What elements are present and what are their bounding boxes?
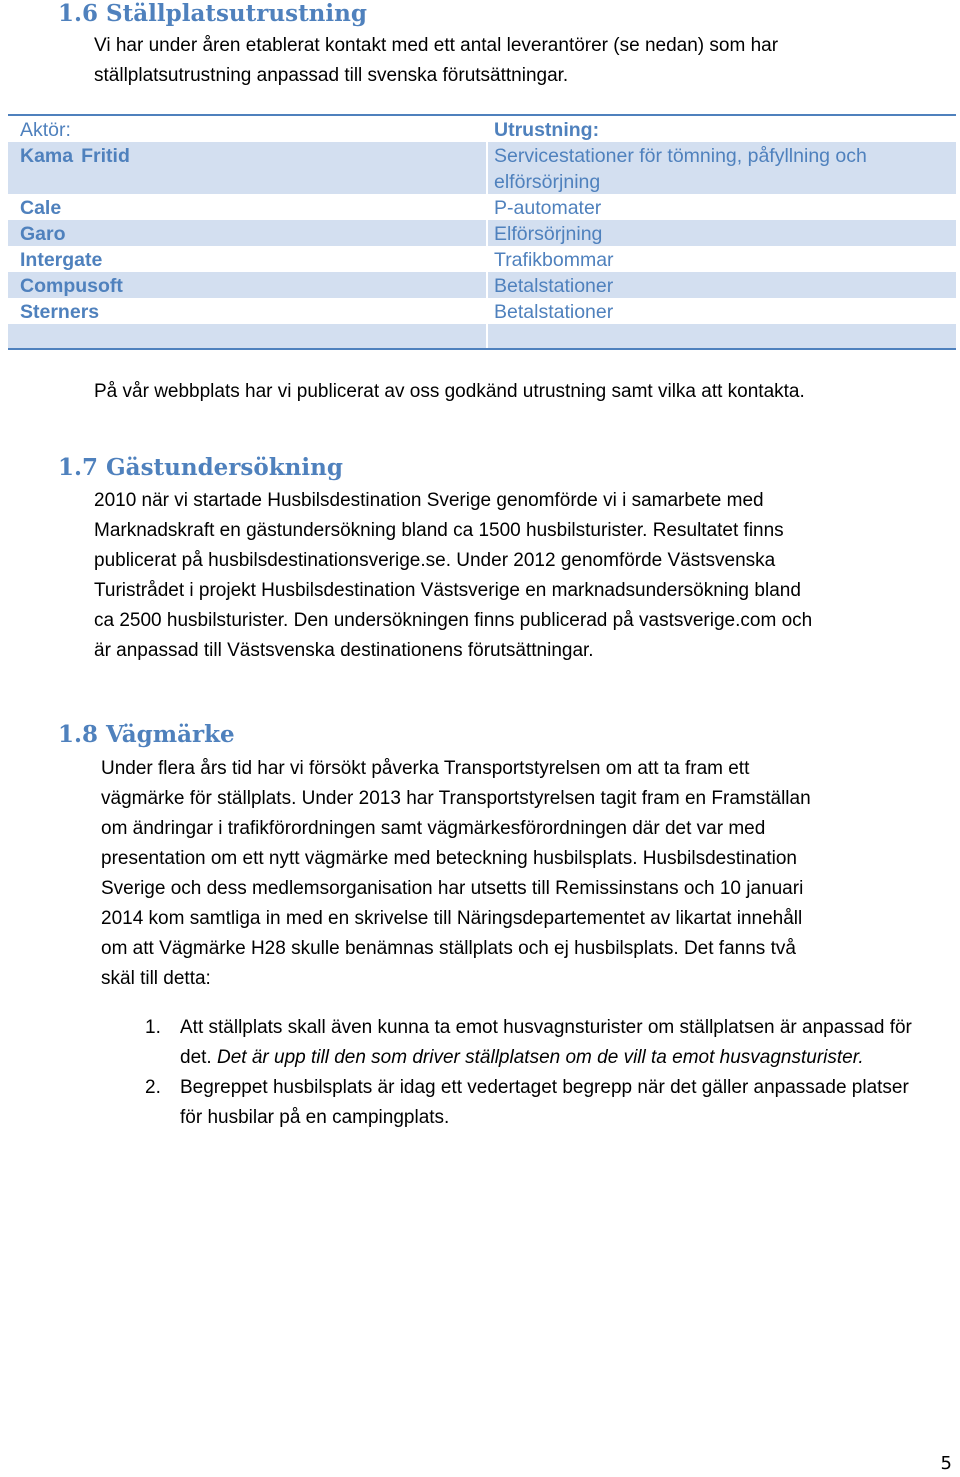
table-cell-equipment: Betalstationer bbox=[494, 301, 614, 323]
table-cell-actor: Cale bbox=[20, 197, 62, 219]
page-number: 5 bbox=[940, 1453, 952, 1474]
section-heading-1-7: 1.7 Gästundersökning bbox=[58, 454, 343, 481]
paragraph-line: 2014 kom samtliga in med en skrivelse till Näringsdepartementet av likartat innehåll bbox=[101, 908, 803, 929]
road-sign-paragraph bbox=[101, 754, 951, 994]
table-empty-row bbox=[8, 324, 956, 348]
table-cell-actor: Compusoft bbox=[20, 275, 123, 297]
table-bottom-rule bbox=[8, 348, 956, 350]
section-heading-1-8: 1.8 Vägmärke bbox=[58, 721, 235, 748]
supplier-table bbox=[8, 114, 956, 350]
list-text: Att ställplats skall även kunna ta emot husvagnsturister om ställplatsen är anpassad för det. bbox=[180, 1017, 912, 1068]
table-cell-actor: Garo bbox=[20, 223, 66, 245]
list-number: 1. bbox=[145, 1017, 161, 1038]
table-row bbox=[8, 272, 956, 298]
section-heading-1-6: 1.6 Ställplatsutrustning bbox=[58, 0, 367, 27]
table-row bbox=[8, 194, 956, 220]
paragraph-line: om ändringar i trafikförordningen samt vägmärkesförordningen där det var med bbox=[101, 818, 766, 839]
list-item bbox=[100, 1013, 930, 1073]
paragraph-line: skäl till detta: bbox=[101, 968, 211, 989]
table-row bbox=[8, 142, 956, 194]
table-cell-equipment: Elförsörjning bbox=[494, 223, 603, 245]
paragraph-line: om att Vägmärke H28 skulle benämnas ställplats och ej husbilsplats. Det fanns två bbox=[101, 938, 796, 959]
table-header-row bbox=[8, 116, 956, 142]
reasons-list bbox=[100, 1013, 930, 1133]
intro-paragraph bbox=[94, 31, 954, 91]
after-table-text: På vår webbplats har vi publicerat av oss godkänd utrustning samt vilka att kontakta. bbox=[94, 381, 805, 402]
table-cell-actor: Intergate bbox=[20, 249, 103, 271]
header-equipment: Utrustning: bbox=[494, 119, 600, 141]
paragraph-line: vägmärke för ställplats. Under 2013 har Transportstyrelsen tagit fram en Framställan bbox=[101, 788, 811, 809]
table-cell-actor: Kama Fritid bbox=[20, 145, 130, 167]
table-cell-equipment: P-automater bbox=[494, 197, 602, 219]
table-cell-actor: Sterners bbox=[20, 301, 100, 323]
paragraph-line: Turistrådet i projekt Husbilsdestination Västsverige en marknadsundersökning bland bbox=[94, 580, 801, 601]
intro-line: Vi har under åren etablerat kontakt med ett antal leverantörer (se nedan) som har bbox=[94, 35, 779, 56]
table-cell-equipment: Servicestationer för tömning, påfyllning och elförsörjning bbox=[494, 145, 867, 193]
paragraph-line: publicerat på husbilsdestinationsverige.se. Under 2012 genomförde Västsvenska bbox=[94, 550, 776, 571]
paragraph-line: ca 2500 husbilsturister. Den undersökningen finns publicerad på vastsverige.com och bbox=[94, 610, 813, 631]
table-cell-equipment: Trafikbommar bbox=[494, 249, 614, 271]
table-row bbox=[8, 246, 956, 272]
list-number: 2. bbox=[145, 1077, 161, 1098]
list-italic-text: Det är upp till den som driver ställplatsen om de vill ta emot husvagnsturister. bbox=[216, 1047, 864, 1068]
list-text: Begreppet husbilsplats är idag ett vedertaget begrepp när det gäller anpassade platser för husbilar på en campingplats. bbox=[180, 1077, 909, 1128]
table-row bbox=[8, 220, 956, 246]
intro-line: ställplatsutrustning anpassad till svenska förutsättningar. bbox=[94, 65, 569, 86]
paragraph-line: presentation om ett nytt vägmärke med beteckning husbilsplats. Husbilsdestination bbox=[101, 848, 797, 869]
table-cell-equipment: Betalstationer bbox=[494, 275, 614, 297]
paragraph-line: Marknadskraft en gästundersökning bland ca 1500 husbilsturister. Resultatet finns bbox=[94, 520, 784, 541]
header-actor: Aktör: bbox=[20, 119, 71, 141]
paragraph-line: 2010 när vi startade Husbilsdestination Sverige genomförde vi i samarbete med bbox=[94, 490, 764, 511]
survey-paragraph bbox=[94, 486, 956, 666]
list-item bbox=[100, 1073, 930, 1133]
paragraph-line: Sverige och dess medlemsorganisation har utsetts till Remissinstans och 10 januari bbox=[101, 878, 804, 899]
paragraph-line: Under flera års tid har vi försökt påverka Transportstyrelsen om att ta fram ett bbox=[101, 758, 750, 779]
paragraph-line: är anpassad till Västsvenska destinationens förutsättningar. bbox=[94, 640, 594, 661]
table-row bbox=[8, 298, 956, 324]
